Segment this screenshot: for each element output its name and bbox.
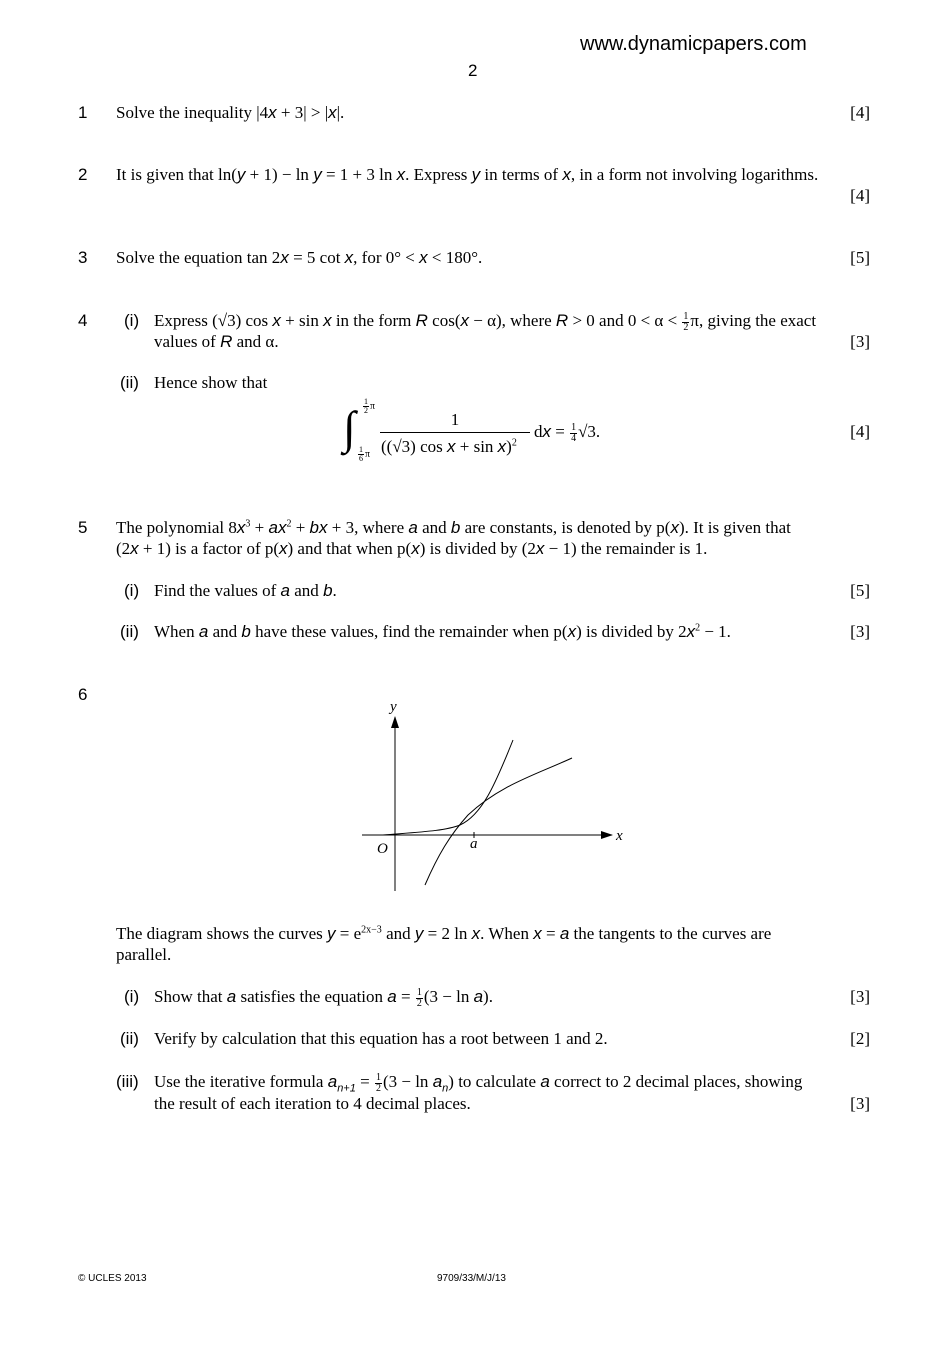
exponential-curve — [383, 740, 513, 835]
integral-sign: ∫ — [343, 402, 356, 453]
question-number: 4 — [78, 311, 88, 330]
footer-copyright: © UCLES 2013 — [78, 1273, 147, 1284]
question-text: It is given that ln(y + 1) − ln y = 1 + 3 ln x. Express y in terms of x, in a form not involving logarithms. — [116, 165, 819, 184]
part-label: (ii) — [120, 1029, 139, 1048]
curves-diagram — [350, 695, 640, 895]
question-text: The diagram shows the curves $y = e^{2x-3}$ and y = 2 ln x. When x = a the tangents to the curves are — [116, 924, 772, 943]
website-url: www.dynamicpapers.com — [580, 33, 807, 55]
question-text: Solve the equation tan 2x = 5 cot x, for 0° < x < 180°. — [116, 248, 483, 267]
logarithm-curve — [425, 758, 572, 885]
x-axis-label: x — [616, 828, 623, 844]
marks: [4] — [850, 103, 870, 122]
integral-lower-limit: $\frac{1}{6}$ π — [359, 445, 371, 463]
marks: [3] — [850, 622, 870, 641]
question-text: Solve the inequality |4x + 3| > |x|. — [116, 103, 345, 122]
question-number: 2 — [78, 165, 88, 184]
part-ii-text: Verify by calculation that this equation has a root between 1 and 2. — [154, 1029, 608, 1048]
integrand-denominator: ((√3) cos x + sin x)$^2$ — [381, 437, 517, 456]
part-ii-text: Hence show that — [154, 373, 268, 392]
marks: [3] — [850, 1094, 870, 1113]
part-ii-text: When a and b have these values, find the remainder when p(x) is divided by $2x^2 - 1$. — [154, 622, 731, 641]
part-i-text-cont: values of R and α. — [154, 332, 279, 351]
marks: [5] — [850, 581, 870, 600]
part-i-text: Express (√3) cos x + sin x in the form R cos(x − α), where R > 0 and 0 < α < $\frac{1}{2}$ π, giving the exact — [154, 310, 817, 333]
part-label: (i) — [124, 581, 140, 600]
marks: [5] — [850, 248, 870, 267]
integral-result: dx = $\frac{1}{4}$ √3. — [534, 421, 601, 444]
part-i-text: Show that a satisfies the equation a = $\frac{1}{2}$ (3 − ln a). — [154, 986, 493, 1009]
fraction-bar — [380, 432, 530, 433]
integral-upper-limit: $\frac{1}{2}$ π — [364, 397, 376, 415]
question-text-cont: parallel. — [116, 945, 172, 964]
part-label: (i) — [124, 311, 140, 330]
part-label: (ii) — [120, 622, 139, 641]
question-number: 3 — [78, 248, 88, 267]
marks: [3] — [850, 987, 870, 1006]
question-text-cont: (2x + 1) is a factor of p(x) and that when p(x) is divided by (2x − 1) the remainder is 1. — [116, 539, 708, 558]
question-number: 1 — [78, 103, 88, 122]
marks: [2] — [850, 1029, 870, 1048]
origin-label: O — [377, 841, 388, 857]
part-i-text: Find the values of a and b. — [154, 581, 337, 600]
integrand-numerator: 1 — [450, 410, 460, 429]
question-number: 5 — [78, 518, 88, 537]
fraction-half: $\frac{1}{2}$ — [683, 310, 689, 333]
part-label: (ii) — [120, 373, 139, 392]
part-label: (i) — [124, 987, 140, 1006]
part-label: (iii) — [116, 1072, 139, 1091]
page-number: 2 — [468, 61, 478, 80]
question-text: The polynomial $8x^3 + ax^2$ + bx + 3, where a and b are constants, is denoted by p(x). It is given that — [116, 518, 791, 537]
y-axis-label: y — [390, 699, 397, 715]
part-iii-text-cont: the result of each iteration to 4 decimal places. — [154, 1094, 471, 1113]
marks: [4] — [850, 186, 870, 205]
marks: [3] — [850, 332, 870, 351]
marks: [4] — [850, 422, 870, 441]
footer-paper-code: 9709/33/M/J/13 — [437, 1273, 506, 1284]
question-number: 6 — [78, 685, 88, 704]
part-iii-text: Use the iterative formula $a_{n+1}$ = $\frac{1}{2}$ $(3 - \ln a_n)$ to calculate a correct to 2 decimal places, showing — [154, 1071, 803, 1095]
a-label: a — [470, 836, 478, 852]
